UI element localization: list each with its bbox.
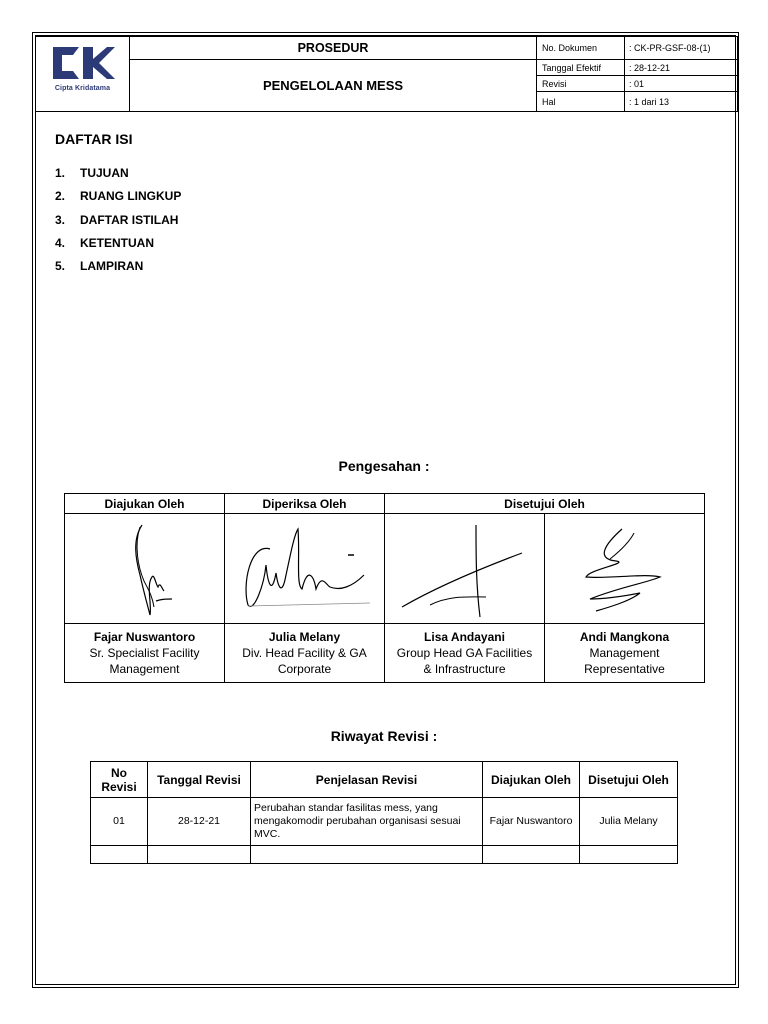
logo-cell	[36, 37, 130, 112]
toc-item-label: RUANG LINGKUP	[80, 189, 182, 204]
approval-table	[64, 493, 705, 683]
meta-label-docno: No. Dokumen	[537, 37, 625, 60]
toc-item-label: KETENTUAN	[80, 235, 154, 250]
empty-cell	[148, 846, 251, 864]
signature-cell	[545, 514, 705, 624]
company-logo	[36, 37, 129, 92]
document-header	[35, 36, 738, 112]
signer-name: Fajar Nuswantoro	[93, 630, 196, 644]
table-row-empty	[91, 846, 678, 864]
toc-item	[55, 258, 181, 281]
toc-item-number: 1.	[55, 166, 66, 180]
signer-info	[225, 624, 385, 683]
toc-item-number: 4.	[55, 235, 66, 250]
revision-history-title: Riwayat Revisi :	[330, 728, 438, 744]
toc-item-number: 5.	[55, 259, 66, 274]
toc-item	[55, 212, 181, 235]
approval-title: Pengesahan :	[338, 458, 430, 474]
revision-no: 01	[91, 798, 148, 846]
signer-role: Corporate	[277, 662, 332, 676]
signature-cell	[225, 514, 385, 624]
signer-role: Group Head GA Facilities	[396, 646, 533, 660]
signer-info	[545, 624, 705, 683]
doc-title: PENGELOLAAN MESS	[130, 60, 537, 112]
signature-andi	[550, 515, 700, 620]
meta-value-revision: : 01	[625, 76, 738, 92]
toc-item	[55, 235, 181, 258]
toc-item-number: 2.	[55, 189, 66, 204]
ck-logo-icon	[49, 43, 117, 83]
signature-fajar	[70, 515, 220, 620]
signer-role: Management	[589, 646, 660, 660]
toc-item-number: 3.	[55, 212, 66, 227]
signer-role: Div. Head Facility & GA	[242, 646, 367, 660]
header-revision-approved: Disetujui Oleh	[580, 762, 678, 798]
signature-cell	[385, 514, 545, 624]
meta-label-revision: Revisi	[537, 76, 625, 92]
signer-role: & Infrastructure	[423, 662, 506, 676]
meta-value-docno: : CK-PR-GSF-08-(1)	[625, 37, 738, 60]
signer-name: Julia Melany	[268, 630, 341, 644]
revision-table	[90, 761, 678, 864]
doc-type: PROSEDUR	[130, 37, 537, 60]
empty-cell	[251, 846, 483, 864]
signer-role: Management	[109, 662, 180, 676]
header-revision-submitted: Diajukan Oleh	[483, 762, 580, 798]
meta-value-page: : 1 dari 13	[625, 92, 738, 112]
signer-info	[65, 624, 225, 683]
signature-julia	[230, 515, 380, 620]
empty-cell	[580, 846, 678, 864]
signer-info	[385, 624, 545, 683]
meta-label-effective-date: Tanggal Efektif	[537, 60, 625, 76]
header-revision-desc: Penjelasan Revisi	[251, 762, 483, 798]
revision-desc: Perubahan standar fasilitas mess, yang mengakomodir perubahan organisasi sesuai MVC.	[251, 798, 483, 846]
empty-cell	[91, 846, 148, 864]
header-approved-by: Disetujui Oleh	[385, 494, 705, 514]
revision-approved-by: Julia Melany	[580, 798, 678, 846]
toc-item	[55, 165, 181, 188]
signer-name: Lisa Andayani	[424, 630, 505, 644]
signer-name: Andi Mangkona	[579, 630, 670, 644]
logo-text: Cipta Kridatama	[54, 85, 111, 92]
toc-item-label: LAMPIRAN	[80, 259, 144, 274]
header-reviewed-by: Diperiksa Oleh	[225, 494, 385, 514]
header-revision-date: Tanggal Revisi	[148, 762, 251, 798]
signer-role: Representative	[584, 662, 665, 676]
meta-value-effective-date: : 28-12-21	[625, 60, 738, 76]
table-row	[91, 798, 678, 846]
revision-submitted-by: Fajar Nuswantoro	[483, 798, 580, 846]
toc-list	[55, 165, 181, 281]
revision-date: 28-12-21	[148, 798, 251, 846]
signature-cell	[65, 514, 225, 624]
header-revision-no: No Revisi	[91, 762, 148, 798]
signature-lisa	[390, 515, 540, 620]
toc-title: DAFTAR ISI	[55, 131, 133, 147]
empty-cell	[483, 846, 580, 864]
toc-item	[55, 188, 181, 211]
toc-item-label: DAFTAR ISTILAH	[80, 212, 179, 227]
toc-item-label: TUJUAN	[80, 166, 129, 180]
meta-label-page: Hal	[537, 92, 625, 112]
signer-role: Sr. Specialist Facility	[89, 646, 200, 660]
header-submitted-by: Diajukan Oleh	[65, 494, 225, 514]
